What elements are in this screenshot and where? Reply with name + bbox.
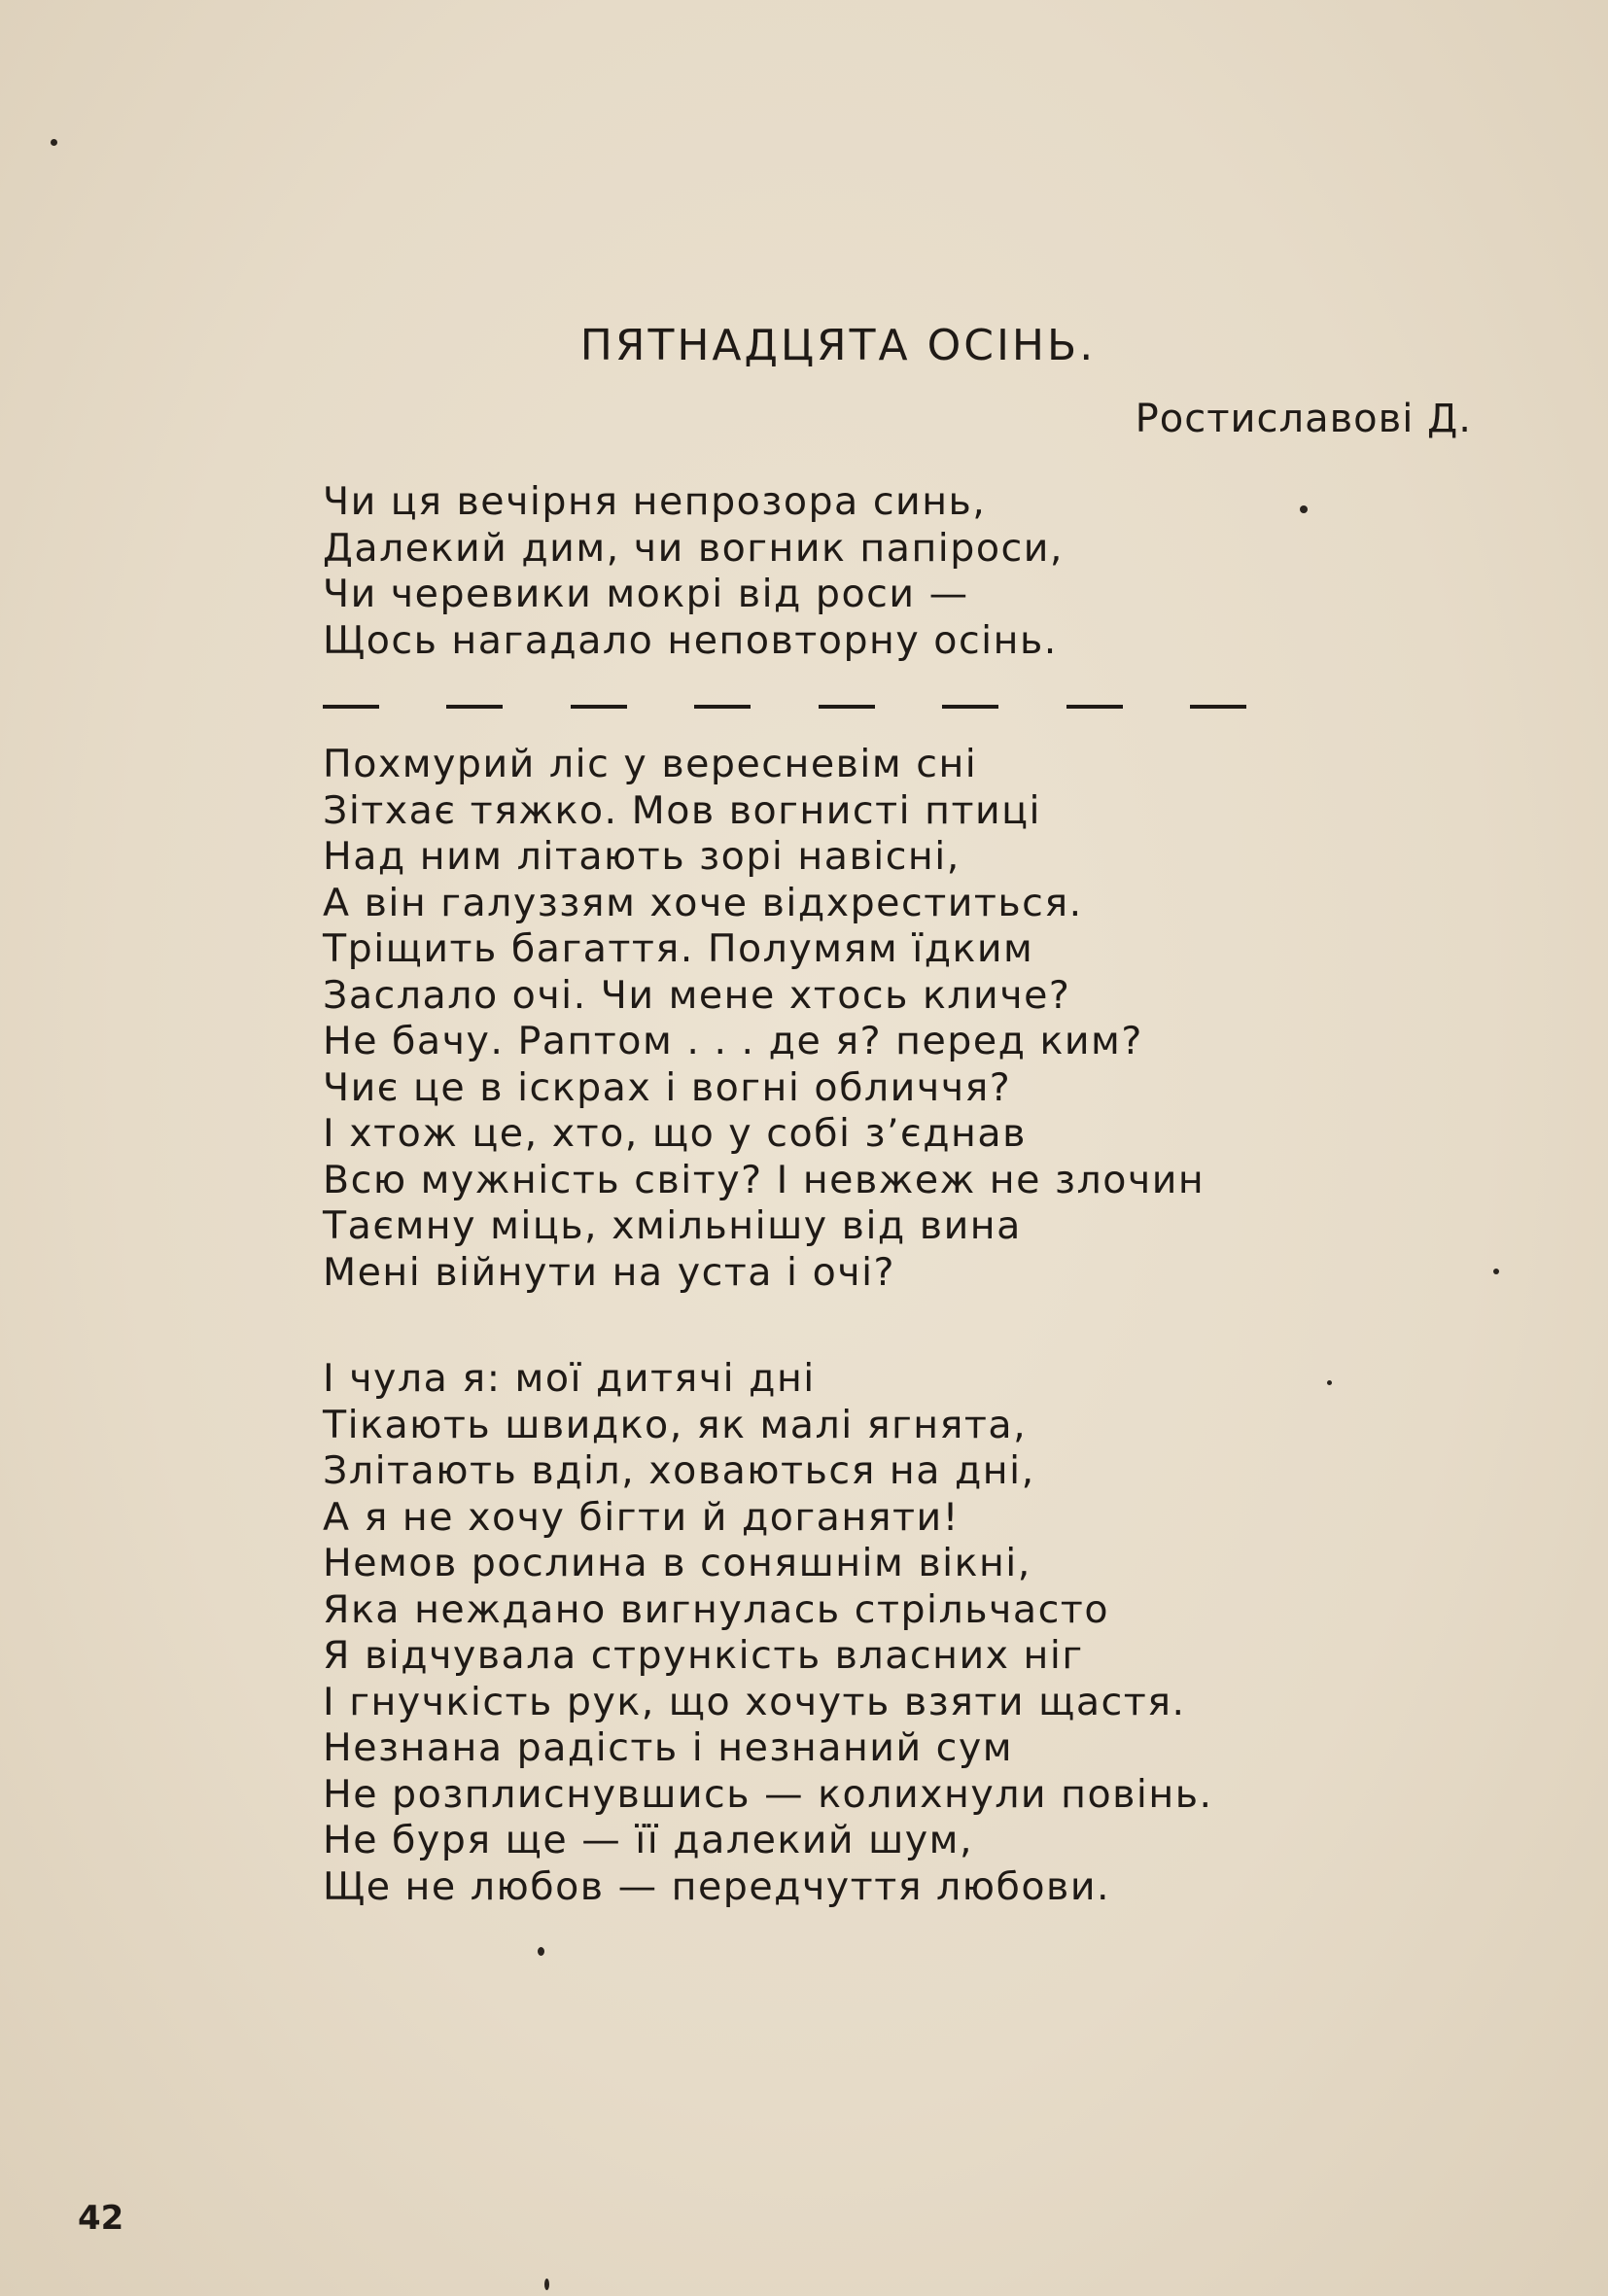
verse-line: Заслало очі. Чи мене хтось кличе?: [323, 972, 1071, 1018]
poem-title: ПЯТНАДЦЯТА ОСІНЬ.: [579, 321, 1097, 370]
verse-line: Всю мужність світу? І невжеж не злочин: [323, 1157, 1206, 1202]
separator-dash: [942, 705, 998, 709]
verse-line: Щось нагадало неповторну осінь.: [323, 617, 1058, 663]
stanza-3: [323, 1356, 1213, 1910]
separator-dash: [1066, 705, 1123, 709]
page-number: 42: [78, 2199, 124, 2238]
verse-line: Над ним літають зорі навісні,: [323, 834, 961, 879]
verse-line: Не буря ще — її далекий шум,: [323, 1818, 974, 1862]
verse-line: Не розплиснувшись — колихнули повінь.: [323, 1771, 1213, 1817]
paper-speck: [538, 1947, 544, 1956]
verse-line: Тікають швидко, як малі ягнята,: [323, 1402, 1028, 1447]
verse-line: Мені війнути на уста і очі?: [323, 1249, 896, 1295]
verse-line: Зітхає тяжко. Мов вогнисті птиці: [323, 787, 1042, 833]
verse-line: Я відчувала стрункість власних ніг: [323, 1633, 1084, 1678]
verse-line: Таємну міць, хмільнішу від вина: [323, 1203, 1022, 1248]
paper-speck: [1327, 1380, 1332, 1385]
separator-dash: [323, 705, 379, 709]
verse-line: Тріщить багаття. Полумям їдким: [323, 926, 1034, 971]
verse-line: Чи ця вечірня непрозора синь,: [323, 479, 987, 524]
verse-line: Ще не любов — передчуття любови.: [323, 1863, 1111, 1909]
verse-line: Чи черевики мокрі від роси —: [323, 572, 969, 616]
verse-line: Далекий дим, чи вогник папіроси,: [323, 525, 1064, 571]
separator-dash: [1190, 705, 1246, 709]
separator-dash: [819, 705, 875, 709]
paper-speck: [544, 2279, 549, 2290]
separator-dash: [446, 705, 503, 709]
verse-line: І хтож це, хто, що у собі з’єднав: [323, 1111, 1027, 1156]
separator-dash: [694, 705, 751, 709]
stanza-1: [323, 479, 1064, 664]
verse-line: Злітають вділ, ховаються на дні,: [323, 1448, 1035, 1493]
verse-line: Чиє це в іскрах і вогні обличчя?: [323, 1064, 1012, 1110]
paper-speck: [1493, 1269, 1499, 1274]
verse-line: І чула я: мої дитячі дні: [323, 1356, 816, 1401]
poem-dedication: Ростиславові Д.: [1135, 397, 1472, 441]
separator-dash: [571, 705, 627, 709]
paper-speck: [1300, 505, 1308, 513]
paper-speck: [51, 139, 57, 146]
verse-line: Не бачу. Раптом . . . де я? перед ким?: [323, 1019, 1143, 1063]
verse-line: А він галуззям хоче відхреститься.: [323, 880, 1083, 925]
verse-line: Похмурий ліс у вересневім сні: [323, 742, 978, 786]
verse-line: А я не хочу бігти й доганяти!: [323, 1494, 960, 1540]
verse-line: Немов рослина в соняшнім вікні,: [323, 1541, 1031, 1585]
verse-line: І гнучкість рук, що хочуть взяти щастя.: [323, 1679, 1186, 1724]
dash-separator: [323, 705, 1246, 709]
verse-line: Яка неждано вигнулась стрільчасто: [323, 1586, 1109, 1632]
verse-line: Незнана радість і незнаний сум: [323, 1725, 1014, 1770]
stanza-2: [323, 742, 1205, 1296]
